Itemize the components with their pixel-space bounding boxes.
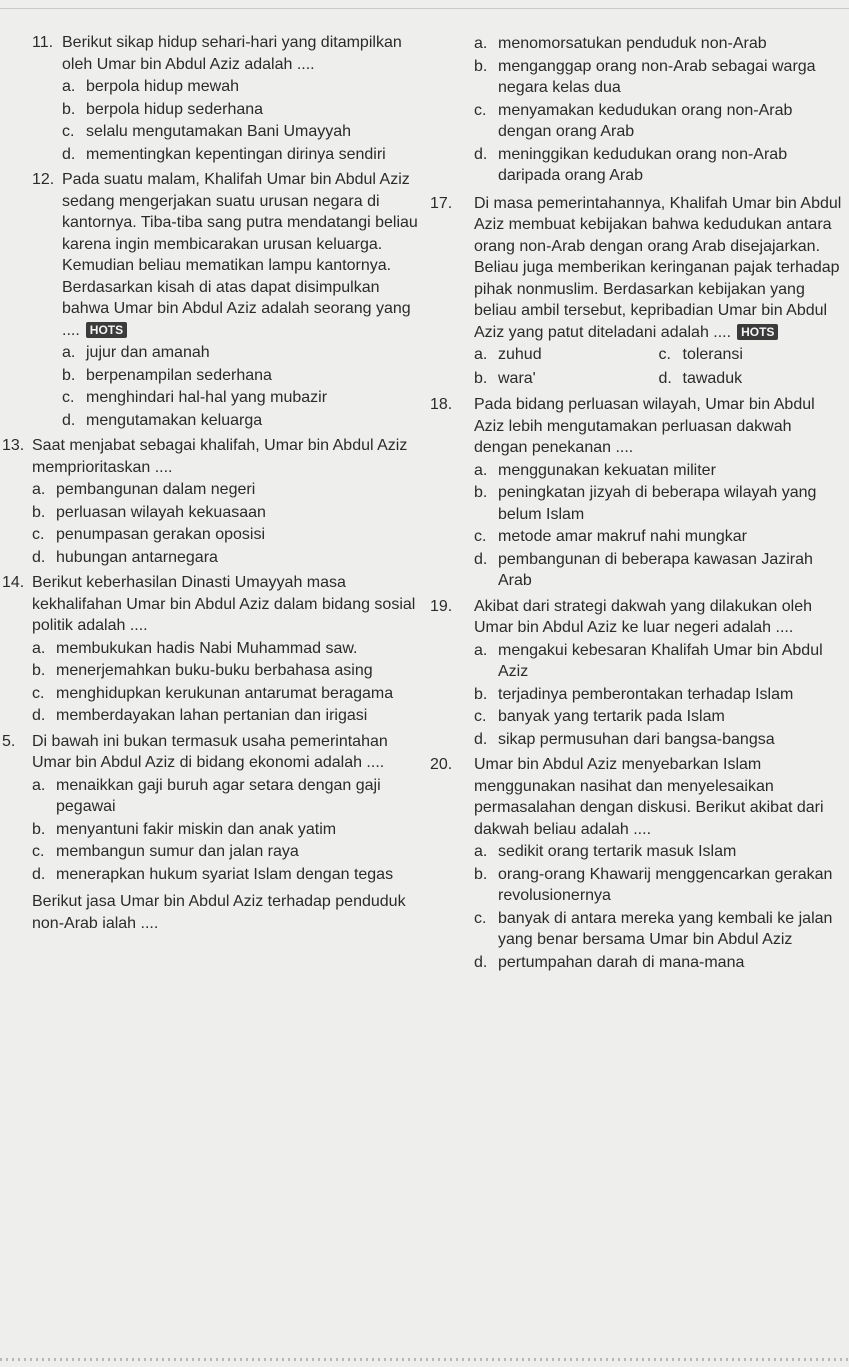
option-d: d. meninggikan kedudukan orang non-Arab daripada orang Arab [474,145,788,184]
question-16-stem: Berikut jasa Umar bin Abdul Aziz terhadap penduduk non-Arab ialah .... [32,893,406,932]
hots-badge: HOTS [86,322,127,338]
option-c: c. menghidupkan kerukunan antarumat beragama [32,684,394,702]
option-b: b. orang-orang Khawarij menggencarkan gerakan revolusionernya [474,865,833,904]
option-a: a. sedikit orang tertarik masuk Islam [474,843,737,860]
option-c: c. toleransi [658,346,743,363]
question-14 [0,572,418,727]
option-a: a. menomorsatukan penduduk non-Arab [474,35,767,52]
question-17 [418,193,843,391]
option-b: b. menyantuni fakir miskin dan anak yatim [32,820,337,838]
option-c: c. membangun sumur dan jalan raya [32,843,299,860]
option-a: a. jujur dan amanah [62,344,210,361]
option-b: b. menerjemahkan buku-buku berbahasa asing [32,662,373,679]
option-b: b. berpola hidup sederhana [62,100,264,118]
question-stem: Umar bin Abdul Aziz menyebarkan Islam menggunakan nasihat dan menyelesaikan permasalahan dengan diskusi. Berikut akibat dari dakwah beliau adalah .... [474,756,824,838]
question-stem: Berikut keberhasilan Dinasti Umayyah masa kekhalifahan Umar bin Abdul Aziz dalam bidang sosial politik adalah .... [32,574,416,634]
question-number: 11. [32,34,54,51]
option-b: b. wara' [474,369,536,387]
question-19 [418,596,843,751]
option-d: d. pertumpahan darah di mana-mana [474,953,745,971]
option-b: b. peningkatan jizyah di beberapa wilayah yang belum Islam [474,484,817,523]
option-d: d. sikap permusuhan dari bangsa-bangsa [474,730,775,748]
page-bottom-edge [0,1358,849,1361]
hots-badge: HOTS [737,324,778,340]
option-c: c. penumpasan gerakan oposisi [32,526,266,543]
question-stem-conclusion: Berdasarkan kisah di atas dapat disimpulkan bahwa Umar bin Abdul Aziz adalah seorang yang .... HOTS [62,278,411,339]
question-stem: Di bawah ini bukan termasuk usaha pemerintahan Umar bin Abdul Aziz di bidang ekonomi adalah .... [32,732,388,771]
option-d: d. tawaduk [658,369,743,387]
question-number: 20. [430,756,453,773]
question-12 [0,169,418,431]
option-a: a. berpola hidup mewah [62,78,239,95]
question-stem: Berikut sikap hidup sehari-hari yang ditampilkan oleh Umar bin Abdul Aziz adalah .... [62,34,402,73]
option-a: a. mengakui kebesaran Khalifah Umar bin Abdul Aziz [474,641,823,680]
question-11 [0,32,418,165]
option-c: c. banyak yang tertarik pada Islam [474,708,725,725]
question-number: 13. [2,437,25,454]
question-number: 18. [430,396,453,413]
question-number: 19. [430,597,453,615]
left-column [0,32,418,938]
option-a: a. menaikkan gaji buruh agar setara dengan gaji pegawai [32,776,381,815]
top-divider [0,8,849,9]
question-18 [418,394,843,592]
option-d: d. pembangunan di beberapa kawasan Jazirah Arab [474,550,813,589]
option-d: d. mengutamakan keluarga [62,411,263,429]
option-c: c. menyamakan kedudukan orang non-Arab dengan orang Arab [474,101,793,140]
option-a: a. membukukan hadis Nabi Muhammad saw. [32,639,358,657]
question-15 [0,731,418,935]
option-d: d. menerapkan hukum syariat Islam dengan tegas [32,865,394,883]
option-c: c. metode amar makruf nahi mungkar [474,528,747,545]
option-b: b. menganggap orang non-Arab sebagai warga negara kelas dua [474,57,816,96]
option-d: d. hubungan antarnegara [32,548,218,566]
option-c: c. banyak di antara mereka yang kembali ke jalan yang benar bersama Umar bin Abdul Aziz [474,909,833,948]
option-b: b. perluasan wilayah kekuasaan [32,503,266,521]
option-a: a. menggunakan kekuatan militer [474,461,716,479]
question-13 [0,435,418,568]
question-number: 12. [32,171,55,188]
option-c: c. selalu mengutamakan Bani Umayyah [62,123,352,140]
option-a: a. zuhud [474,346,542,363]
question-stem: Di masa pemerintahannya, Khalifah Umar bin Abdul Aziz membuat kebijakan bahwa kedudukan antara orang non-Arab dengan orang Arab disejajarkan. Beliau juga memberikan keringanan pajak terhadap pihak nonmuslim. Berdasarkan kebijakan yang beliau ambil tersebut, kepribadian Umar bin Abdul Aziz yang patut diteladani adalah .... HOTS [474,194,842,341]
option-d: d. memberdayakan lahan pertanian dan irigasi [32,707,368,724]
option-c: c. menghindari hal-hal yang mubazir [62,389,328,406]
question-number: 5. [2,732,16,750]
question-stem: Pada bidang perluasan wilayah, Umar bin Abdul Aziz lebih mengutamakan perluasan dakwah dengan penekanan .... [474,396,815,456]
right-column [418,32,843,977]
option-d: d. mementingkan kepentingan dirinya sendiri [62,145,386,163]
question-stem: Akibat dari strategi dakwah yang dilakukan oleh Umar bin Abdul Aziz ke luar negeri adalah .... [474,597,812,636]
question-stem: Saat menjabat sebagai khalifah, Umar bin Abdul Aziz memprioritaskan .... [32,437,408,476]
question-stem: Pada suatu malam, Khalifah Umar bin Abdul Aziz sedang mengerjakan suatu urusan negara di kantornya. Tiba-tiba sang putra mendatangi beliau karena ingin membicarakan urusan keluarga. Kemudian beliau mematikan lampu kantornya. [62,171,418,274]
option-b: b. terjadinya pemberontakan terhadap Islam [474,685,794,703]
option-b: b. berpenampilan sederhana [62,366,272,384]
question-number: 14. [2,574,25,591]
question-20 [418,754,843,973]
options-grid [474,343,843,390]
option-a: a. pembangunan dalam negeri [32,481,256,498]
question-16-options [418,33,843,187]
question-number: 17. [430,194,453,212]
